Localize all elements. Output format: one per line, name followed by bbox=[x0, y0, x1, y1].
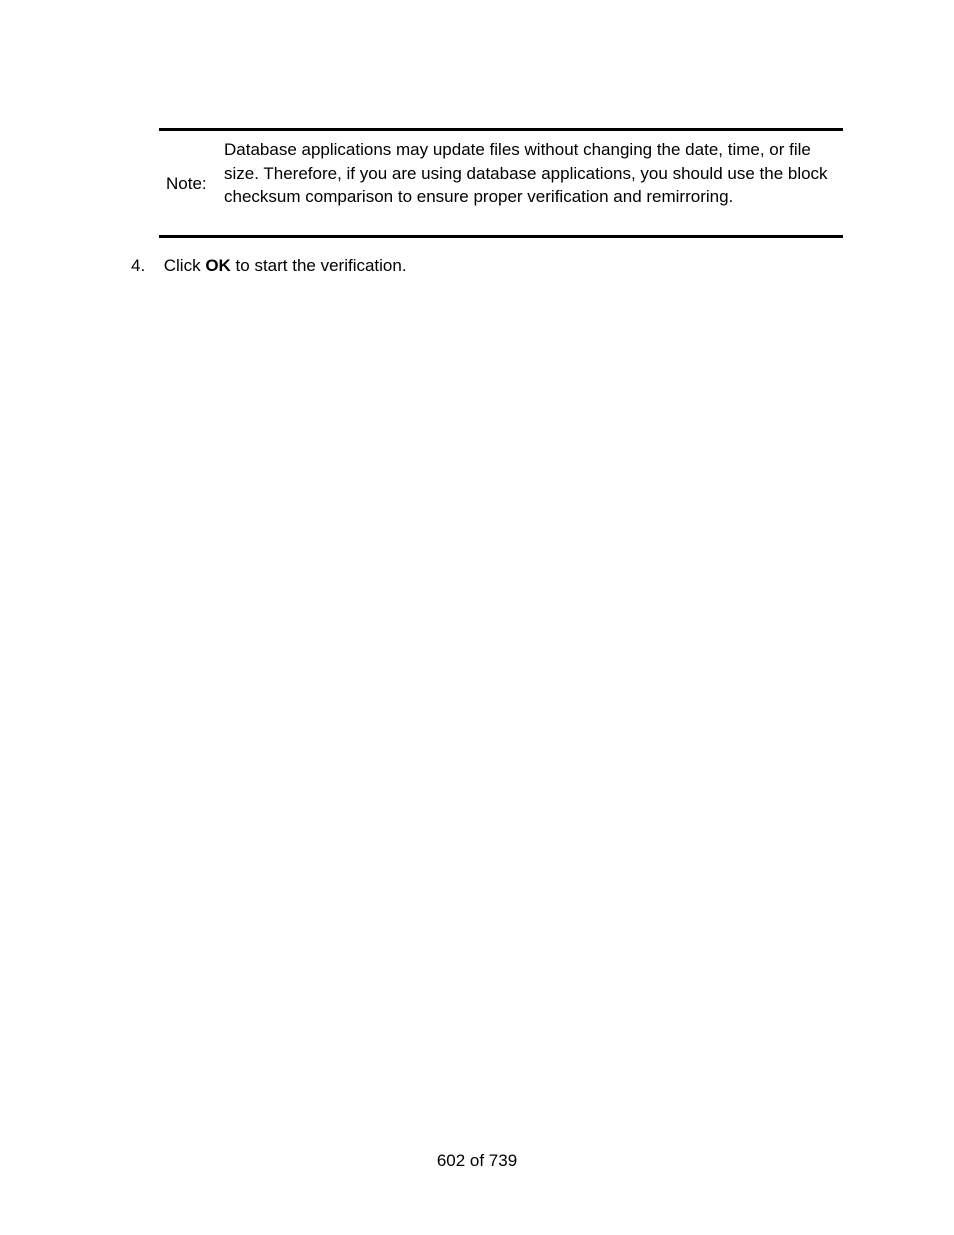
page-number: 602 of 739 bbox=[436, 1151, 518, 1170]
note-box bbox=[159, 128, 843, 238]
step-suffix: to start the verification. bbox=[235, 256, 407, 275]
step-prefix: Click bbox=[163, 256, 201, 275]
step-item bbox=[131, 255, 407, 277]
note-text: Database applications may update files without changing the date, time, or file size. Therefore, if you are using database applications, you should use the block checksum comparison to ensure proper verification and remirroring. bbox=[224, 140, 828, 206]
step-ok-label: OK bbox=[205, 256, 231, 275]
step-number: 4. bbox=[131, 256, 146, 275]
note-label: Note: bbox=[166, 174, 207, 193]
